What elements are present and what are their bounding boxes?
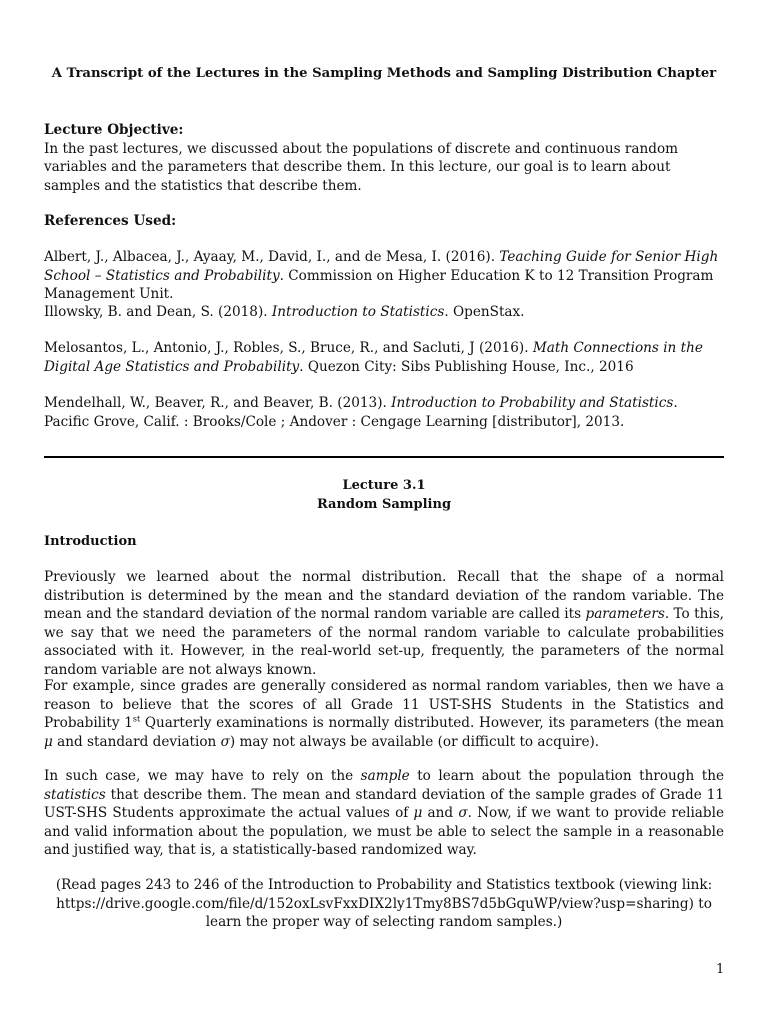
intro-paragraph-3 <box>44 767 724 860</box>
paragraph-text: and <box>422 805 459 821</box>
reference-authors: Albert, J., Albacea, J., Ayaay, M., David, I., and de Mesa, I. (2016). <box>44 249 500 265</box>
reference-publisher: . OpenStax. <box>444 304 525 320</box>
paragraph-text: ) may not always be available (or difficult to acquire). <box>229 733 600 750</box>
reference-authors: Mendelhall, W., Beaver, R., and Beaver, B. (2013). <box>44 395 392 411</box>
reference-punctuation: . <box>673 395 678 411</box>
section-divider <box>44 456 724 458</box>
mu-symbol: μ <box>44 733 53 750</box>
reference-title: Introduction to Statistics <box>271 304 445 320</box>
paragraph-text: Previously we learned about the normal distribution. Recall that the shape of a normal distribution is determined by the mean and the standard deviation of the random variable. The mean and the standard deviation of the normal random variable are called its <box>44 569 724 622</box>
intro-paragraph-2 <box>44 677 724 751</box>
paragraph-text: In such case, we may have to rely on the <box>44 768 361 784</box>
reference-item <box>44 248 724 304</box>
lecture-number: Lecture 3.1 <box>342 478 426 493</box>
objective-heading: Lecture Objective: <box>44 122 184 138</box>
reference-authors: Illowsky, B. and Dean, S. (2018). <box>44 304 272 320</box>
term-parameters: parameters <box>585 606 665 622</box>
reference-publisher: Pacific Grove, Calif. : Brooks/Cole ; Andover : Cengage Learning [distributor], 2013. <box>44 413 625 430</box>
reference-item <box>44 394 724 431</box>
references-heading: References Used: <box>44 213 177 229</box>
paragraph-text: and standard deviation <box>52 733 221 750</box>
lecture-title: Random Sampling <box>316 496 452 512</box>
reading-note: (Read pages 243 to 246 of the Introduction to Probability and Statistics textbook (viewing link: https://drive.google.com/file/d/152oxLsvFxxDIX2ly1Tmy8BS7d5bGquWP/view?usp=sharing) to learn the proper way of selecting random samples.) <box>55 877 713 930</box>
objective-text: In the past lectures, we discussed about the populations of discrete and continuous random variables and the parameters that describe them. In this lecture, our goal is to learn about samples and the statistics that describe them. <box>44 140 679 194</box>
mu-symbol: μ <box>413 805 423 821</box>
document-title: A Transcript of the Lectures in the Sampling Methods and Sampling Distribution Chapter <box>51 66 717 81</box>
paragraph-text: to learn about the population through the <box>409 768 724 784</box>
objective-section <box>44 121 724 195</box>
reference-title: Math Connections in the Digital Age Statistics and Probability <box>44 340 703 375</box>
ordinal-superscript: st <box>132 714 141 724</box>
reference-publisher: . Commission on Higher Education K to 12 Transition Program Management Unit. <box>44 267 714 302</box>
reference-publisher: . Quezon City: Sibs Publishing House, Inc., 2016 <box>299 358 634 375</box>
sigma-symbol: σ <box>220 733 230 750</box>
reference-item <box>44 339 724 376</box>
reference-title: Teaching Guide for Senior High School – Statistics and Probability <box>44 249 719 284</box>
paragraph-text: For example, since grades are generally considered as normal random variables, then we have a reason to believe that the scores of all Grade 11 UST-SHS Students in the Statistics and Probability 1 <box>44 678 724 731</box>
term-sample: sample <box>360 768 410 784</box>
sigma-symbol: σ <box>458 805 468 821</box>
reference-authors: Melosantos, L., Antonio, J., Robles, S., Bruce, R., and Sacluti, J (2016). <box>44 340 533 356</box>
lecture-header <box>44 477 724 514</box>
paragraph-text: . To this, we say that we need the parameters of the normal random variable to calculate probabilities associated with it. However, in the real-world set-up, frequently, the parameters of the normal random variable are not always known. <box>44 606 724 678</box>
paragraph-text: . Now, if we want to provide reliable and valid information about the population, we must be able to select the sample in a reasonable and justified way, that is, a statistically-based randomized way. <box>44 805 724 858</box>
paragraph-text: Quarterly examinations is normally distributed. However, its parameters (the mean <box>140 715 725 731</box>
page-number: 1 <box>716 962 725 977</box>
reference-item <box>44 303 724 322</box>
term-statistics: statistics <box>44 786 106 803</box>
intro-paragraph-1 <box>44 568 724 679</box>
paragraph-text: that describe them. The mean and standard deviation of the sample grades of Grade 11 UST-SHS Students approximate the actual values of <box>44 786 724 821</box>
introduction-heading: Introduction <box>44 534 137 549</box>
reference-title: Introduction to Probability and Statistics <box>391 395 674 411</box>
